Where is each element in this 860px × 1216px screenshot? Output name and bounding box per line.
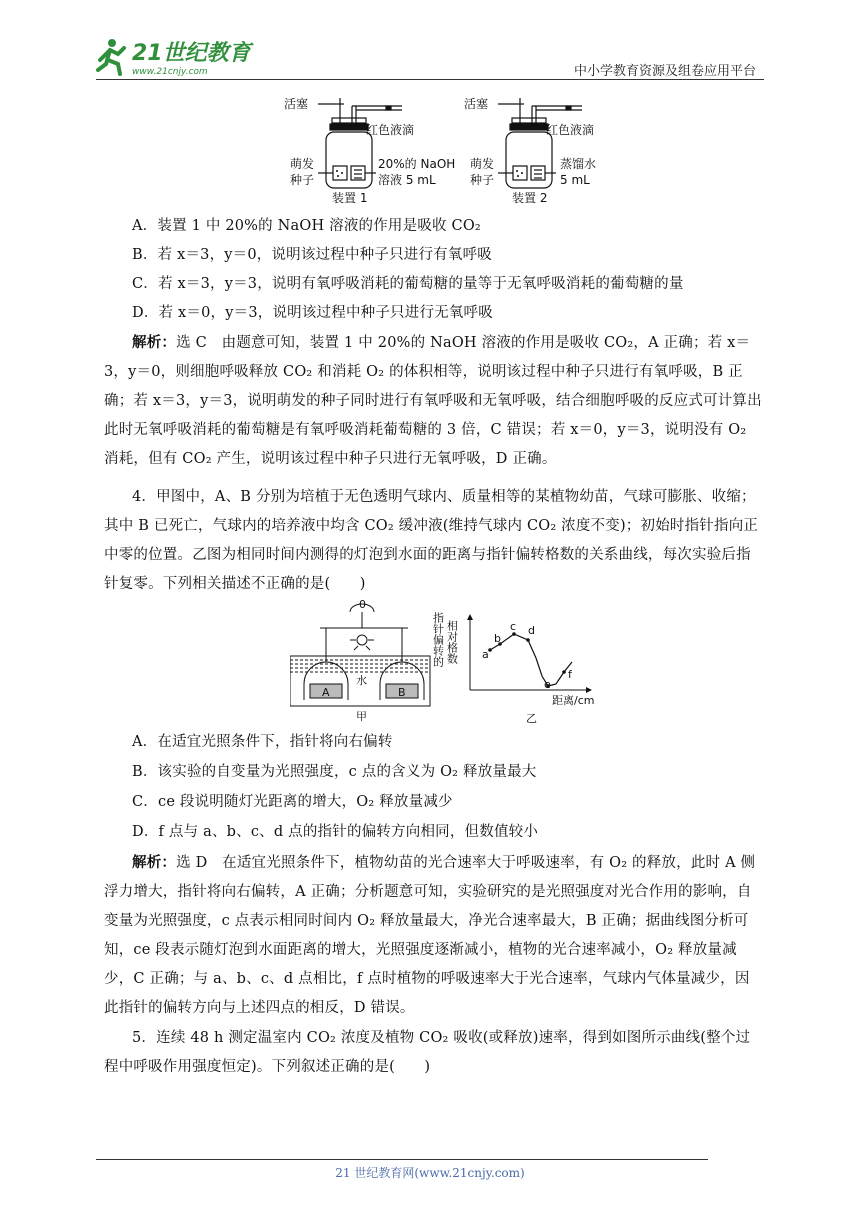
q4-option-b: B．该实验的自变量为光照强度，c 点的含义为 O₂ 释放量最大 [132, 764, 537, 780]
respiration-apparatus-figure [284, 94, 614, 206]
jia-caption: 甲 [356, 710, 367, 723]
seeds-label-2b: 种子 [470, 173, 495, 187]
balloon-b-label: B [398, 686, 406, 699]
point-d-label: d [528, 624, 535, 637]
naoh-label-b: 溶液 5 mL [378, 173, 436, 187]
device1-caption: 装置 1 [332, 191, 368, 205]
graph-ylabel-1: 指针偏转的 [431, 612, 445, 667]
q3-analysis [104, 328, 764, 474]
balloon-a-label: A [322, 686, 330, 699]
seeds-label-1a: 萌发 [290, 157, 315, 171]
red-drop-label-2: 红色液滴 [546, 123, 595, 137]
point-a-label: a [482, 648, 489, 661]
water-label-b: 5 mL [560, 173, 590, 187]
footer-divider [96, 1159, 708, 1160]
water-label-a: 蒸馏水 [560, 157, 597, 171]
logo-url: www.21cnjy.com [132, 67, 208, 77]
q3-option-d: D．若 x＝0，y＝3，说明该过程中种子只进行无氧呼吸 [132, 305, 493, 321]
q4-stem: 4．甲图中，A、B 分别为培植于无色透明气球内、质量相等的某植物幼苗，气球可膨胀、收缩；其中 B 已死亡，气球内的培养液中均含 CO₂ 缓冲液(维持气球内 CO₂ 浓度不变)；初始时指针指向正中零的位置。乙图为相同时间内测得的灯泡到水面的距离与指针偏转格数的关系曲线，每次实验后指针复零。下列相关描述不正确的是( ) [104, 489, 759, 592]
point-b-label: b [494, 632, 501, 645]
q4-option-d: D．f 点与 a、b、c、d 点的指针的偏转方向相同，但数值较小 [132, 824, 539, 840]
device2-caption: 装置 2 [512, 191, 548, 205]
footer-text: 21 世纪教育网(www.21cnjy.com) [335, 1166, 525, 1180]
point-f-label: f [568, 668, 572, 681]
stopcock-label-2: 活塞 [464, 97, 489, 111]
seeds-label-2a: 萌发 [470, 157, 495, 171]
q4-figure [290, 600, 610, 724]
q3-analysis-text: 选 C 由题意可知，装置 1 中 20%的 NaOH 溶液的作用是吸收 CO₂，A 正确；若 x＝3，y＝0，则细胞呼吸释放 CO₂ 和消耗 O₂ 的体积相等，说明该过程中种子只进行有氧呼吸，B 正确；若 x＝3，y＝3，说明萌发的种子同时进行有氧呼吸和无氧呼吸，结合细胞呼吸的反应式可计算出此时无氧呼吸消耗的葡萄糖是有氧呼吸消耗葡萄糖的 3 倍，C 错误；若 x＝0，y＝3，说明没有 O₂ 消耗，但有 CO₂ 产生，说明该过程中种子只进行无氧呼吸，D 正确。 [104, 335, 762, 467]
q4-analysis [104, 848, 764, 1023]
graph-xlabel: 距离/cm [552, 694, 595, 707]
header-platform-name: 中小学教育资源及组卷应用平台 [573, 64, 756, 79]
site-logo [92, 34, 262, 80]
q3-option-b: B．若 x＝3，y＝0，说明该过程中种子只进行有氧呼吸 [132, 247, 492, 263]
q3-option-a: A．装置 1 中 20%的 NaOH 溶液的作用是吸收 CO₂ [132, 218, 481, 234]
q4-option-a: A．在适宜光照条件下，指针将向右偏转 [132, 734, 393, 750]
q4-analysis-text: 选 D 在适宜光照条件下，植物幼苗的光合速率大于呼吸速率，有 O₂ 的释放，此时 A 侧浮力增大，指针将向右偏转，A 正确；分析题意可知，实验研究的是光照强度对光合作用的影响，自变量为光照强度，c 点表示相同时间内 O₂ 释放量最大，净光合速率最大，B 正确；据曲线图分析可知，ce 段表示随灯泡到水面距离的增大，光照强度逐渐减小，植物的光合速率减小，O₂ 释放量减少，C 正确；与 a、b、c、d 点相比，f 点时植物的呼吸速率大于光合速率，气球内气体量减少，因此指针的偏转方向与上述四点的相反，D 错误。 [104, 855, 756, 1016]
stopcock-label-1: 活塞 [284, 97, 309, 111]
q5-stem: 5．连续 48 h 测定温室内 CO₂ 浓度及植物 CO₂ 吸收(或释放)速率，得到如图所示曲线(整个过程中呼吸作用强度恒定)。下列叙述正确的是( ) [104, 1030, 751, 1075]
red-drop-label-1: 红色液滴 [366, 123, 415, 137]
q3-analysis-label: 解析： [132, 334, 177, 351]
q3-option-c: C．若 x＝3，y＝3，说明有氧呼吸消耗的葡萄糖的量等于无氧呼吸消耗的葡萄糖的量 [132, 276, 684, 292]
seeds-label-1b: 种子 [290, 173, 315, 187]
water-label: 水 [356, 674, 367, 687]
point-e-label: e [544, 678, 551, 691]
yi-caption: 乙 [526, 712, 537, 724]
runner-logo-icon [98, 39, 124, 74]
q4-analysis-label: 解析： [132, 854, 177, 871]
q4-option-c: C．ce 段说明随灯光距离的增大，O₂ 释放量减少 [132, 794, 453, 810]
scale-zero-label: 0 [359, 600, 366, 611]
graph-ylabel-2: 相对格数 [445, 620, 459, 664]
naoh-label-a: 20%的 NaOH [378, 157, 456, 171]
point-c-label: c [510, 620, 517, 633]
header-divider [96, 79, 764, 80]
logo-text: 21世纪教育 [132, 41, 251, 66]
